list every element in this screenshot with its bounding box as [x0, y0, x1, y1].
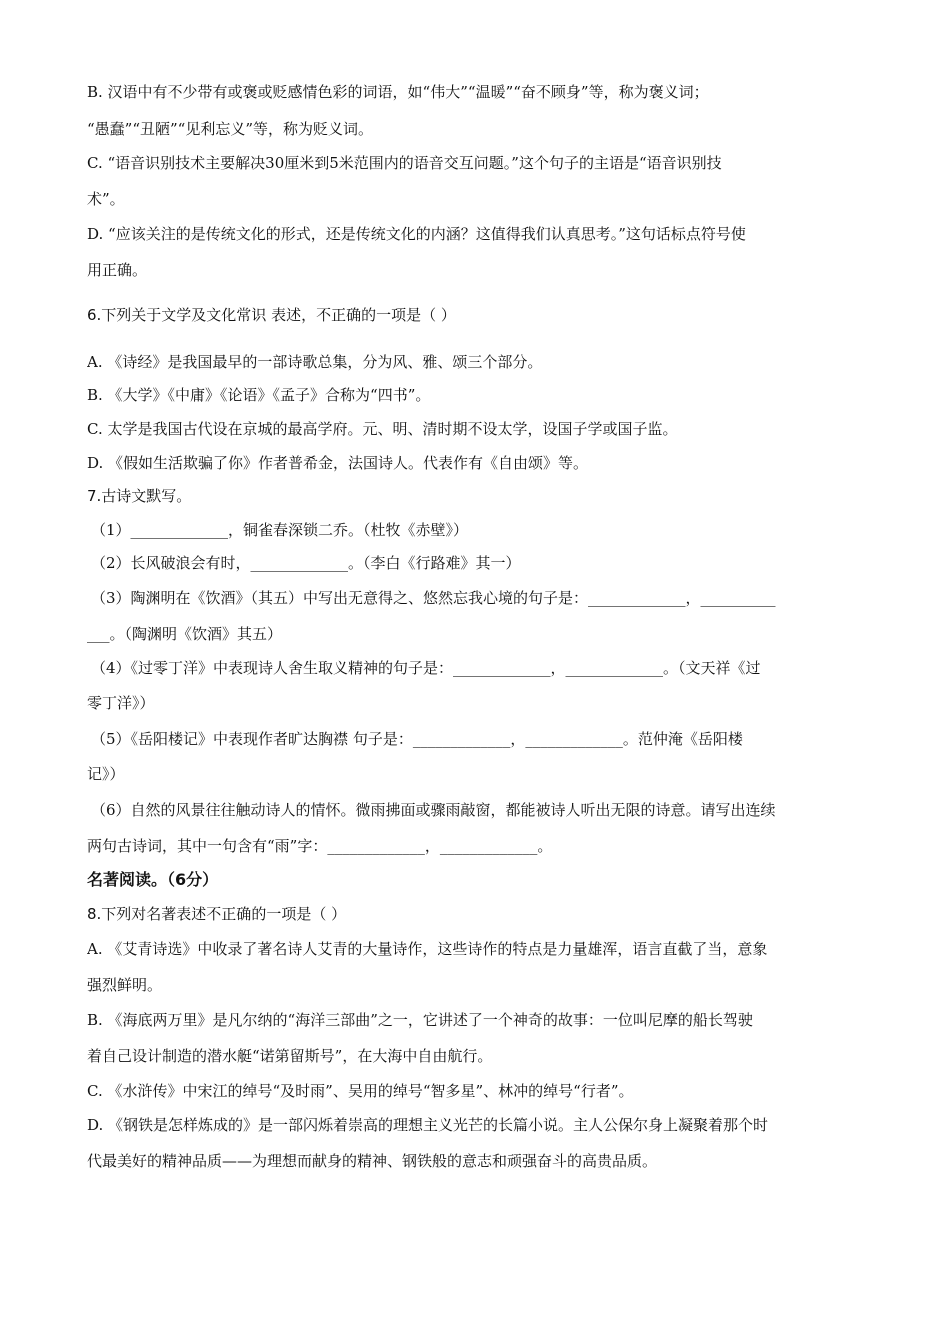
q7-item-5-line2: 记》）: [87, 765, 125, 783]
q8-option-b-line2: 着自己设计制造的潜水艇“诺第留斯号”，在大海中自由航行。: [87, 1047, 493, 1065]
q5-option-c-line1: C. “语音识别技术主要解决30厘米到5米范围内的语音交互问题。”这个句子的主语是“语音识别技: [87, 154, 722, 172]
q7-item-2: （2）长风破浪会有时，_____________。（李白《行路难》其一）: [91, 554, 521, 572]
q6-option-c: C. 太学是我国古代设在京城的最高学府。元、明、清时期不设太学，设国子学或国子监。: [87, 420, 678, 438]
q7-item-4-line1: （4）《过零丁洋》中表现诗人舍生取义精神的句子是：_____________，_____________。（文天祥《过: [91, 659, 761, 677]
q5-option-c-line2: 术”。: [87, 190, 125, 208]
q6-option-a: A. 《诗经》是我国最早的一部诗歌总集，分为风、雅、颂三个部分。: [87, 353, 543, 371]
q8-option-a-line2: 强烈鲜明。: [87, 976, 163, 994]
section-heading: 名著阅读。（6分）: [87, 870, 219, 889]
q5-option-d-line2: 用正确。: [87, 261, 148, 279]
q7-item-3-line2: ___。（陶渊明《饮酒》其五）: [87, 625, 283, 643]
q8-option-b-line1: B. 《海底两万里》是凡尔纳的“海洋三部曲”之一，它讲述了一个神奇的故事：一位叫尼摩的船长驾驶: [87, 1011, 753, 1029]
q6-option-d: D. 《假如生活欺骗了你》作者普希金，法国诗人。代表作有《自由颂》等。: [87, 454, 589, 472]
q6-stem: 6.下列关于文学及文化常识 表述，不正确的一项是（ ）: [87, 306, 456, 324]
q5-option-b-line2: “愚蠢”“丑陋”“见利忘义”等，称为贬义词。: [87, 120, 374, 138]
q5-option-b-line1: B. 汉语中有不少带有或褒或贬感情色彩的词语，如“伟大”“温暖”“奋不顾身”等，称为褒义词；: [87, 83, 709, 101]
q6-option-b: B. 《大学》《中庸》《论语》《孟子》合称为“四书”。: [87, 386, 431, 404]
q8-option-a-line1: A. 《艾青诗选》中收录了著名诗人艾青的大量诗作，这些诗作的特点是力量雄浑，语言直截了当，意象: [87, 940, 768, 958]
q7-item-6-line2: 两句古诗词，其中一句含有“雨”字：_____________，_____________。: [87, 837, 553, 855]
q7-item-1: （1）_____________，铜雀春深锁二乔。（杜牧《赤壁》）: [91, 521, 469, 539]
q8-option-d-line1: D. 《钢铁是怎样炼成的》是一部闪烁着崇高的理想主义光芒的长篇小说。主人公保尔身上凝聚着那个时: [87, 1116, 769, 1134]
q8-option-d-line2: 代最美好的精神品质——为理想而献身的精神、钢铁般的意志和顽强奋斗的高贵品质。: [87, 1152, 658, 1170]
q7-item-4-line2: 零丁洋》）: [87, 694, 155, 712]
q5-option-d-line1: D. “应该关注的是传统文化的形式，还是传统文化的内涵？这值得我们认真思考。”这句话标点符号使: [87, 225, 746, 243]
q8-stem: 8.下列对名著表述不正确的一项是（ ）: [87, 905, 347, 923]
q7-stem: 7.古诗文默写。: [87, 487, 192, 505]
q8-option-c: C. 《水浒传》中宋江的绰号“及时雨”、吴用的绰号“智多星”、林冲的绰号“行者”。: [87, 1082, 634, 1100]
q7-item-3-line1: （3）陶渊明在《饮酒》（其五）中写出无意得之、悠然忘我心境的句子是：_____________，__________: [91, 589, 776, 607]
q7-item-5-line1: （5）《岳阳楼记》中表现作者旷达胸襟 句子是：_____________，_____________。范仲淹《岳阳楼: [91, 730, 743, 748]
q7-item-6-line1: （6）自然的风景往往触动诗人的情怀。微雨拂面或骤雨敲窗，都能被诗人听出无限的诗意。请写出连续: [91, 801, 776, 819]
